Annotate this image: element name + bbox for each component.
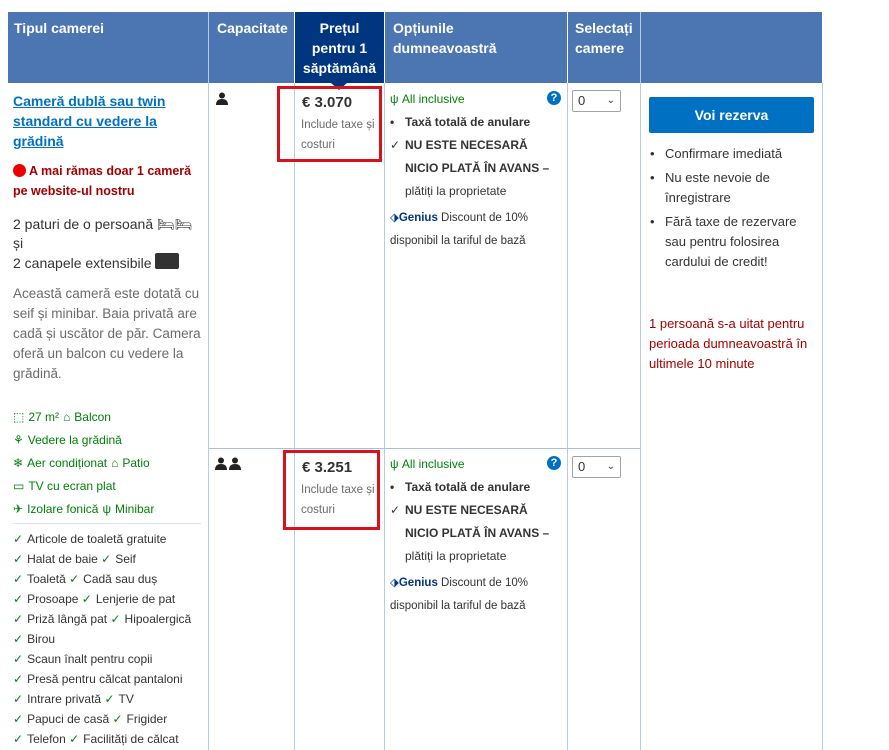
capacity-two-persons-icon <box>215 92 229 110</box>
price-value: € 3.070 <box>302 94 353 111</box>
facility-row: ⬚ 27 m² ⌂ Balcon <box>13 406 205 429</box>
grid-line <box>640 12 641 750</box>
amenity-row: ✓ Presă pentru călcat pantaloni <box>13 672 183 686</box>
grid-line <box>208 12 209 750</box>
room-name-link[interactable]: Cameră dublă sau twin standard cu vedere la grădină <box>13 93 166 149</box>
benefit-item: • Fără taxe de rezervare sau pentru folosirea cardului de credit! <box>650 214 797 269</box>
bullet-icon: • <box>650 170 655 185</box>
check-icon: ✓ <box>112 712 123 726</box>
row-divider <box>209 448 640 449</box>
capacity-two-persons-icon <box>215 457 241 475</box>
availability-alert: A mai rămas doar 1 cameră pe website-ul nostru <box>13 164 192 198</box>
check-icon: ✓ <box>390 138 401 152</box>
options-offer-2: ψ All inclusive • Taxă totală de anulare ✓ NU ESTE NECESARĂ NICIO PLATĂ ÎN AVANS – plătiți la proprietate ⬗Genius Discount de 10% disponibil la tariful de bază <box>390 457 550 612</box>
options-offer-1: ψ All inclusive • Taxă totală de anulare ✓ NU ESTE NECESARĂ NICIO PLATĂ ÎN AVANS – plătiți la proprietate ⬗Genius Discount de 10% disponibil la tariful de bază <box>390 92 550 247</box>
check-icon: ✓ <box>13 612 24 626</box>
header-price[interactable]: Prețul pentru 1 săptămână <box>295 12 384 83</box>
facility-row: ❄ Aer condiționat ⌂ Patio <box>13 452 205 475</box>
facility-row: ▭ TV cu ecran plat <box>13 475 205 498</box>
garden-view-icon: ⚘ <box>13 433 24 447</box>
facility-row: ⚘ Vedere la grădină <box>13 429 205 452</box>
facilities-list <box>13 406 205 521</box>
check-icon: ✓ <box>101 552 112 566</box>
check-icon: ✓ <box>13 732 24 746</box>
amenity-row: ✓ Articole de toaletă gratuite <box>13 532 167 546</box>
amenity-row: ✓ Papuci de casă ✓ Frigider <box>13 712 168 726</box>
fork-knife-icon: ψ <box>390 457 399 471</box>
amenity-row: ✓ Telefon ✓ Facilități de călcat <box>13 732 179 746</box>
check-icon: ✓ <box>13 692 24 706</box>
header-options: Opțiunile dumneavoastră <box>385 12 567 83</box>
check-icon: ✓ <box>104 692 115 706</box>
amenity-row: ✓ Priză lângă pat ✓ Hipoalergică <box>13 612 192 626</box>
balcony-icon: ⌂ <box>63 410 71 424</box>
amenity-row: ✓ Birou <box>13 632 56 646</box>
tag-icon: ⬗ <box>390 577 399 589</box>
amenity-row: ✓ Prosoape ✓ Lenjerie de pat <box>13 592 176 606</box>
price-value: € 3.251 <box>302 459 353 476</box>
header-reserve <box>641 12 822 83</box>
check-icon: ✓ <box>69 572 80 586</box>
help-icon[interactable]: ? <box>547 456 561 470</box>
check-icon: ✓ <box>13 592 24 606</box>
check-icon: ✓ <box>81 592 92 606</box>
amenity-row: ✓ Halat de baie ✓ Seif <box>13 552 136 566</box>
soundproof-icon: ✈ <box>13 502 24 516</box>
header-capacity: Capacitate <box>209 12 294 83</box>
sofa-bed-icon <box>155 253 179 269</box>
room-quantity-select[interactable]: 0 ⌄ <box>572 90 621 112</box>
header-room-type: Tipul camerei <box>8 12 208 83</box>
chevron-down-icon: ⌄ <box>606 95 615 106</box>
persons-icon <box>215 457 241 470</box>
bed-info: 2 paturi de o persoană 🛏🛏 și 2 canapele extensibile <box>13 216 193 271</box>
amenity-row: ✓ Toaletă ✓ Cadă sau duș <box>13 572 158 586</box>
header-select: Selectați camere <box>568 12 640 83</box>
check-icon: ✓ <box>390 503 401 517</box>
bullet-icon: • <box>390 115 395 129</box>
grid-line <box>822 83 823 750</box>
check-icon: ✓ <box>13 712 24 726</box>
minibar-icon: ψ <box>102 502 111 516</box>
benefit-item: • Nu este nevoie de înregistrare <box>650 170 770 205</box>
grid-line <box>294 83 295 750</box>
amenity-row: ✓ Scaun înalt pentru copii <box>13 652 153 666</box>
check-icon: ✓ <box>13 652 24 666</box>
check-icon: ✓ <box>13 672 24 686</box>
person-icon <box>215 92 229 105</box>
chevron-down-icon: ⌄ <box>606 461 615 472</box>
benefit-item: • Confirmare imediată <box>648 144 818 164</box>
bullet-icon: • <box>650 214 655 229</box>
price-includes: Include taxe și costuri <box>301 119 375 151</box>
red-dot-icon <box>13 164 26 177</box>
check-icon: ✓ <box>13 632 24 646</box>
help-icon[interactable]: ? <box>547 91 561 105</box>
price-includes: Include taxe și costuri <box>301 484 375 516</box>
fork-knife-icon: ψ <box>390 92 399 106</box>
area-icon: ⬚ <box>13 410 25 424</box>
patio-icon: ⌂ <box>111 456 119 470</box>
tv-icon: ▭ <box>13 479 25 493</box>
check-icon: ✓ <box>69 732 80 746</box>
bullet-icon: • <box>650 146 655 161</box>
facilities-divider <box>13 523 201 524</box>
snowflake-icon: ❄ <box>13 456 24 470</box>
check-icon: ✓ <box>13 532 24 546</box>
amenity-row: ✓ Intrare privată ✓ TV <box>13 692 134 706</box>
check-icon: ✓ <box>13 552 24 566</box>
check-icon: ✓ <box>110 612 121 626</box>
room-quantity-select[interactable]: 0 ⌄ <box>572 456 621 478</box>
reserve-button[interactable]: Voi rezerva <box>649 97 814 133</box>
grid-line <box>384 83 385 750</box>
single-bed-icon: 🛏🛏 <box>157 216 193 232</box>
facility-row: ✈ Izolare fonică ψ Minibar <box>13 498 205 521</box>
tag-icon: ⬗ <box>390 212 399 224</box>
grid-line <box>567 83 568 750</box>
check-icon: ✓ <box>13 572 24 586</box>
recent-views-notice: 1 persoană s-a uitat pentru perioada dumneavoastră în ultimele 10 minute <box>649 316 808 371</box>
reserve-benefits <box>648 144 818 272</box>
bullet-icon: • <box>390 480 395 494</box>
amenities-list <box>13 529 208 749</box>
room-description: Această cameră este dotată cu seif și minibar. Baia privată are cadă și uscător de păr. Camera oferă un balcon cu vedere la grădină. <box>13 286 201 381</box>
